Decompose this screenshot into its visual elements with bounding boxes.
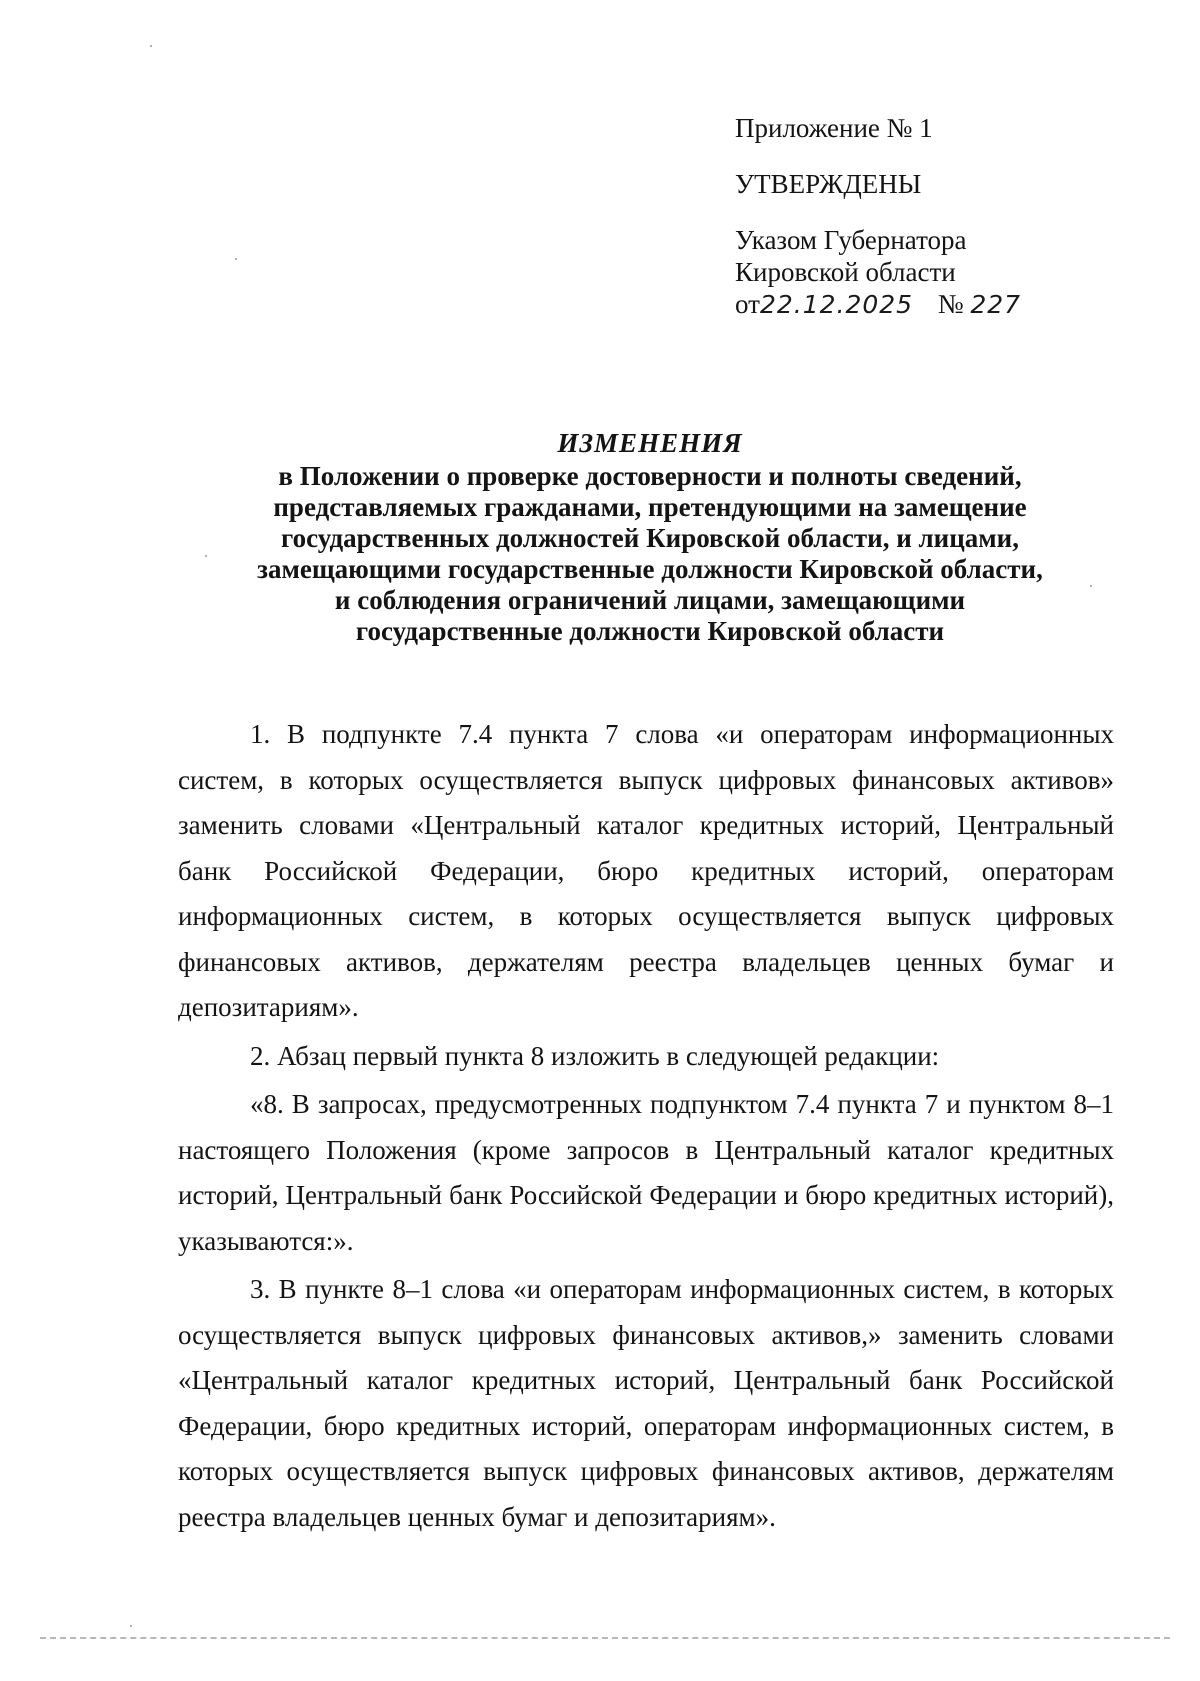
- document-heading: [180, 428, 1120, 647]
- heading-line: замещающими государственные должности Кировской области,: [257, 554, 1043, 584]
- scan-speck: [150, 45, 152, 47]
- annex-label: Приложение № 1: [735, 113, 933, 143]
- approved-by-line-1: Указом Губернатора: [735, 225, 967, 255]
- document-body: [178, 712, 1114, 1543]
- approval-date-line: [735, 288, 1155, 321]
- number-prefix: №: [937, 289, 964, 319]
- scan-speck: [235, 258, 237, 260]
- paragraph-2: 2. Абзац первый пункта 8 изложить в следующей редакции:: [250, 1040, 940, 1071]
- handwritten-date: 22.12.2025: [759, 290, 914, 319]
- approved-label: УТВЕРЖДЕНЫ: [735, 169, 922, 199]
- scan-speck: [1090, 585, 1092, 587]
- date-prefix: от: [735, 289, 760, 319]
- scan-artifact-line: [40, 1637, 1170, 1639]
- paragraph-2-quote: «8. В запросах, предусмотренных подпунктом 7.4 пункта 7 и пунктом 8–1 настоящего Положения (кроме запросов в Центральный каталог кредитных историй, Центральный банк Российской Федерации и бюро кредитных историй), указываются:».: [178, 1089, 1114, 1256]
- heading-line: государственные должности Кировской области: [355, 616, 945, 646]
- heading-line: представляемых гражданами, претендующими на замещение: [273, 492, 1027, 522]
- paragraph-3: 3. В пункте 8–1 слова «и операторам информационных систем, в которых осуществляется выпуск цифровых финансовых активов,» заменить словами «Центральный каталог кредитных историй, Центральный банк Российской Федерации, бюро кредитных историй, операторам информационных систем, в которых осуществляется выпуск цифровых финансовых активов, держателям реестра владельцев ценных бумаг и депозитариям».: [178, 1274, 1114, 1532]
- heading-line: государственных должностей Кировской области, и лицами,: [281, 523, 1019, 553]
- approved-by-line-2: Кировской области: [735, 257, 956, 287]
- handwritten-number: 227: [970, 290, 1022, 319]
- heading-line: в Положении о проверке достоверности и полноты сведений,: [278, 461, 1022, 491]
- approval-block: [735, 112, 1155, 321]
- heading-line: и соблюдения ограничений лицами, замещающими: [334, 585, 966, 615]
- scan-speck: [205, 555, 207, 557]
- heading-title: ИЗМЕНЕНИЯ: [557, 428, 743, 458]
- scan-speck: [130, 1625, 132, 1627]
- paragraph-1: 1. В подпункте 7.4 пункта 7 слова «и операторам информационных систем, в которых осуществляется выпуск цифровых финансовых активов» заменить словами «Центральный каталог кредитных историй, Центральный банк Российской Федерации, бюро кредитных историй, операторам информационных систем, в которых осуществляется выпуск цифровых финансовых активов, держателям реестра владельцев ценных бумаг и депозитариям».: [178, 719, 1114, 1022]
